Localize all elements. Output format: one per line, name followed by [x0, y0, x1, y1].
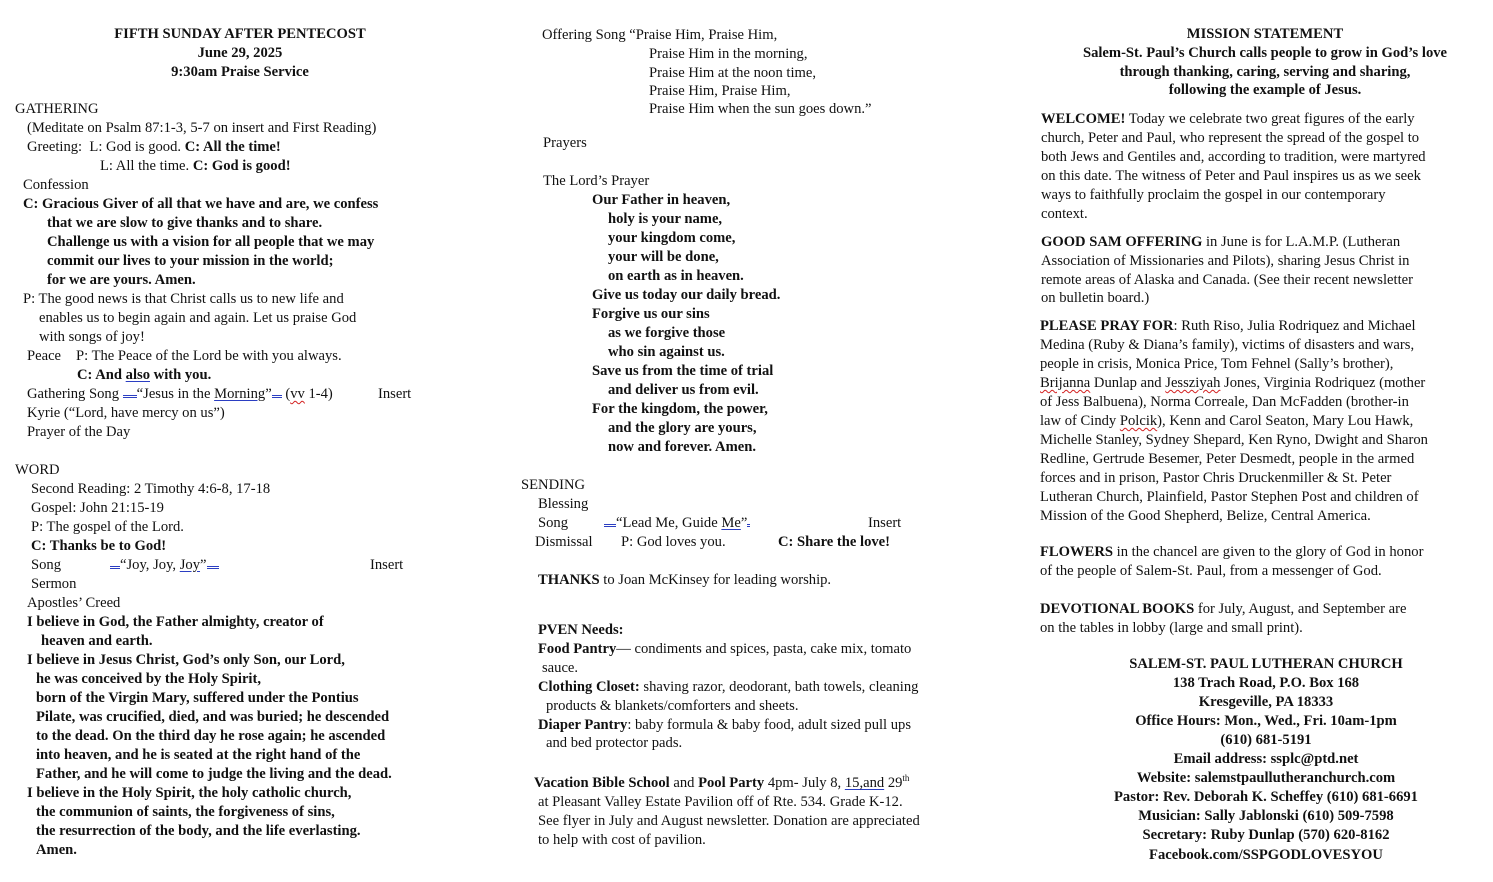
creed-line: to the dead. On the third day he rose again; he ascended [36, 728, 386, 744]
sending-heading: SENDING [521, 477, 586, 493]
service-time: 9:30am Praise Service [171, 64, 309, 80]
creed-line: Amen. [36, 842, 77, 858]
church-city: Kresgeville, PA 18333 [1198, 694, 1334, 710]
creed-line: Pilate, was crucified, died, and was buried; he descended [36, 709, 390, 725]
confession-line: C: Gracious Giver of all that we have and are, we confess [23, 196, 379, 212]
prayer-list-line: of Jess Balbuena), Norma Correale, Dan McFadden (brother-in [1040, 394, 1409, 410]
office-hours: Office Hours: Mon., Wed., Fri. 10am-1pm [1135, 713, 1397, 729]
vbs-line: to help with cost of pavilion. [538, 832, 706, 848]
lords-prayer-line: as we forgive those [608, 325, 726, 341]
gathering-song: Gathering Song “Jesus in the Morning” (vv 1-4) [27, 386, 333, 402]
devotional-line: on the tables in lobby (large and small print). [1040, 620, 1303, 636]
prayer-list-line: Mission of the Good Shepherd, Belize, Central America. [1040, 508, 1371, 524]
creed-line: heaven and earth. [41, 633, 153, 649]
greeting-line-2: L: All the time. C: God is good! [100, 158, 291, 174]
peace-line: Peace P: The Peace of the Lord be with you always. [27, 348, 342, 364]
sending-song-insert: Insert [868, 515, 902, 531]
dismissal-c: C: Share the love! [778, 534, 891, 550]
creed-line: the resurrection of the body, and the life everlasting. [36, 823, 361, 839]
lords-prayer-line: your kingdom come, [608, 230, 736, 246]
dismissal-p: P: God loves you. [621, 534, 726, 550]
lords-prayer-line: Save us from the time of trial [592, 363, 774, 379]
church-email: Email address: ssplc@ptd.net [1173, 751, 1359, 767]
bulletin-date: June 29, 2025 [197, 45, 283, 61]
lords-prayer-line: For the kingdom, the power, [592, 401, 768, 417]
lords-prayer-line: your will be done, [608, 249, 719, 265]
second-reading: Second Reading: 2 Timothy 4:6-8, 17-18 [31, 481, 271, 497]
welcome-line: both Jews and Gentiles and, according to tradition, were martyred [1041, 149, 1426, 165]
absolution-line: enables us to begin again and again. Let us praise God [39, 310, 357, 326]
welcome-line: church, Peter and Paul, who represent the spread of the gospel to [1041, 130, 1420, 146]
gospel-reading: Gospel: John 21:15-19 [31, 500, 164, 516]
confession-line: Challenge us with a vision for all people that we may [47, 234, 375, 250]
word-song-title: “Joy, Joy, Joy” [110, 556, 219, 575]
welcome-line: on this date. The witness of Peter and Paul inspires us as we seek [1041, 168, 1421, 184]
gathering-song-insert: Insert [378, 386, 412, 402]
prayer-list-line: people in crisis, Monica Price, Tom Fehnel (Sally’s brother), [1040, 356, 1394, 372]
food-pantry-cont: sauce. [542, 660, 579, 676]
greeting-line-1: Greeting: L: God is good. C: All the time! [27, 139, 281, 155]
absolution-line: P: The good news is that Christ calls us to new life and [23, 291, 344, 307]
mission-line: through thanking, caring, serving and sharing, [1119, 64, 1411, 80]
lords-prayer-label: The Lord’s Prayer [543, 173, 650, 189]
creed-line: I believe in Jesus Christ, God’s only Son, our Lord, [27, 652, 345, 668]
lords-prayer-line: and the glory are yours, [608, 420, 757, 436]
word-song: Song [31, 557, 62, 573]
kyrie: Kyrie (“Lord, have mercy on us”) [27, 405, 225, 421]
good-sam-line: remote areas of Alaska and Canada. (See their recent newsletter [1041, 272, 1413, 288]
creed-label: Apostles’ Creed [27, 595, 121, 611]
sending-song-label: Song [538, 515, 569, 531]
clothing-closet-cont: products & blankets/comforters and sheets. [546, 698, 799, 714]
prayer-list-line: Michelle Stanley, Sydney Shepard, Ken Ryno, Dwight and Sharon [1040, 432, 1428, 448]
offering-line: Praise Him when the sun goes down.” [649, 101, 872, 117]
creed-line: the communion of saints, the forgiveness of sins, [36, 804, 335, 820]
offering-line: Praise Him at the noon time, [649, 65, 816, 81]
vbs-line: See flyer in July and August newsletter. Donation are appreciated [538, 813, 920, 829]
prayer-list-line: forces and in prison, Pastor Chris Druckenmiller & St. Peter [1040, 470, 1392, 486]
dismissal-label: Dismissal [535, 534, 593, 550]
creed-line: born of the Virgin Mary, suffered under the Pontius [36, 690, 359, 706]
devotional-line: DEVOTIONAL BOOKS for July, August, and September are [1040, 601, 1407, 617]
prayer-list-line: law of Cindy Polcik), Kenn and Carol Seaton, Mary Lou Hawk, [1040, 413, 1414, 429]
sermon: Sermon [31, 576, 77, 592]
food-pantry: Food Pantry— condiments and spices, pasta, cake mix, tomato [538, 641, 912, 657]
lords-prayer-line: Our Father in heaven, [592, 192, 731, 208]
vbs-line: at Pleasant Valley Estate Pavilion off of Rte. 534. Grade K-12. [538, 794, 903, 810]
creed-line: he was conceived by the Holy Spirit, [36, 671, 261, 687]
creed-line: I believe in the Holy Spirit, the holy catholic church, [27, 785, 352, 801]
facebook-link: Facebook.com/SSPGODLOVESYOU [1149, 847, 1383, 863]
lords-prayer-line: on earth as in heaven. [608, 268, 744, 284]
blessing: Blessing [538, 496, 589, 512]
offering-song: Offering Song “Praise Him, Praise Him, [542, 27, 778, 43]
prayer-list-line: Lutheran Church, Plainfield, Pastor Stephen Post and children of [1040, 489, 1419, 505]
peace-response: C: And also with you. [77, 367, 212, 383]
confession-line: for we are yours. Amen. [47, 272, 196, 288]
sending-song-title: “Lead Me, Guide Me” [604, 514, 750, 533]
mission-heading: MISSION STATEMENT [1186, 26, 1344, 42]
prayer-list-line: Brijanna Dunlap and Jessziyah Jones, Virginia Rodriquez (mother [1040, 375, 1426, 391]
lords-prayer-line: now and forever. Amen. [608, 439, 756, 455]
prayer-list-line: Redline, Gertrude Besemer, Peter Desmedt, people in the armed [1040, 451, 1415, 467]
mission-line: Salem-St. Paul’s Church calls people to grow in God’s love [1082, 45, 1448, 61]
welcome-line: WELCOME! Today we celebrate two great figures of the early [1041, 111, 1415, 127]
musician-contact: Musician: Sally Jablonski (610) 509-7598 [1138, 808, 1394, 824]
offering-line: Praise Him, Praise Him, [649, 83, 791, 99]
prayer-of-the-day: Prayer of the Day [27, 424, 131, 440]
bulletin-title: FIFTH SUNDAY AFTER PENTECOST [114, 26, 366, 42]
diaper-pantry: Diaper Pantry: baby formula & baby food, adult sized pull ups [538, 717, 912, 733]
word-heading: WORD [15, 462, 60, 478]
flowers-line: FLOWERS in the chancel are given to the glory of God in honor [1040, 544, 1424, 560]
creed-line: into heaven, and he is seated at the right hand of the [36, 747, 361, 763]
lords-prayer-line: and deliver us from evil. [608, 382, 759, 398]
lords-prayer-line: Give us today our daily bread. [592, 287, 781, 303]
diaper-pantry-cont: and bed protector pads. [546, 735, 683, 751]
secretary-contact: Secretary: Ruby Dunlap (570) 620-8162 [1142, 827, 1390, 843]
welcome-line: context. [1041, 206, 1088, 222]
word-song-insert: Insert [370, 557, 404, 573]
prayers: Prayers [543, 135, 587, 151]
thanks-note: THANKS to Joan McKinsey for leading worship. [538, 572, 832, 588]
lords-prayer-line: who sin against us. [608, 344, 725, 360]
pastor-contact: Pastor: Rev. Deborah K. Scheffey (610) 681-6691 [1114, 789, 1418, 805]
gospel-acclamation: P: The gospel of the Lord. [31, 519, 184, 535]
pven-heading: PVEN Needs: [538, 622, 624, 638]
gathering-heading: GATHERING [15, 101, 99, 117]
good-sam-line: GOOD SAM OFFERING in June is for L.A.M.P. (Lutheran [1041, 234, 1401, 250]
lords-prayer-line: Forgive us our sins [592, 306, 710, 322]
confession-label: Confession [23, 177, 89, 193]
creed-line: I believe in God, the Father almighty, creator of [27, 614, 324, 630]
mission-line: following the example of Jesus. [1168, 82, 1362, 98]
good-sam-line: Association of Missionaries and Pilots), sharing Jesus Christ in [1041, 253, 1410, 269]
confession-line: that we are slow to give thanks and to share. [47, 215, 323, 231]
flowers-line: of the people of Salem-St. Paul, from a messenger of God. [1040, 563, 1382, 579]
lords-prayer-line: holy is your name, [608, 211, 723, 227]
welcome-line: ways to faithfully proclaim the gospel in our contemporary [1041, 187, 1386, 203]
church-website: Website: salemstpaullutheranchurch.com [1136, 770, 1396, 786]
church-phone: (610) 681-5191 [1220, 732, 1312, 748]
offering-line: Praise Him in the morning, [649, 46, 808, 62]
prayer-list-line: PLEASE PRAY FOR: Ruth Riso, Julia Rodriquez and Michael [1040, 318, 1416, 334]
confession-line: commit our lives to your mission in the world; [47, 253, 334, 269]
church-name: SALEM-ST. PAUL LUTHERAN CHURCH [1129, 656, 1403, 672]
clothing-closet: Clothing Closet: shaving razor, deodorant, bath towels, cleaning [538, 679, 919, 695]
church-address: 138 Trach Road, P.O. Box 168 [1172, 675, 1360, 691]
gospel-response: C: Thanks be to God! [31, 538, 167, 554]
good-sam-line: on bulletin board.) [1041, 290, 1150, 306]
prayer-list-line: Medina (Ruby & Diana’s family), victims of disasters and wars, [1040, 337, 1415, 353]
absolution-line: with songs of joy! [39, 329, 145, 345]
meditate-note: (Meditate on Psalm 87:1-3, 5-7 on insert and First Reading) [27, 120, 377, 136]
creed-line: Father, and he will come to judge the living and the dead. [36, 766, 392, 782]
vbs-line: Vacation Bible School and Pool Party 4pm- July 8, 15,and 29th [534, 773, 910, 791]
